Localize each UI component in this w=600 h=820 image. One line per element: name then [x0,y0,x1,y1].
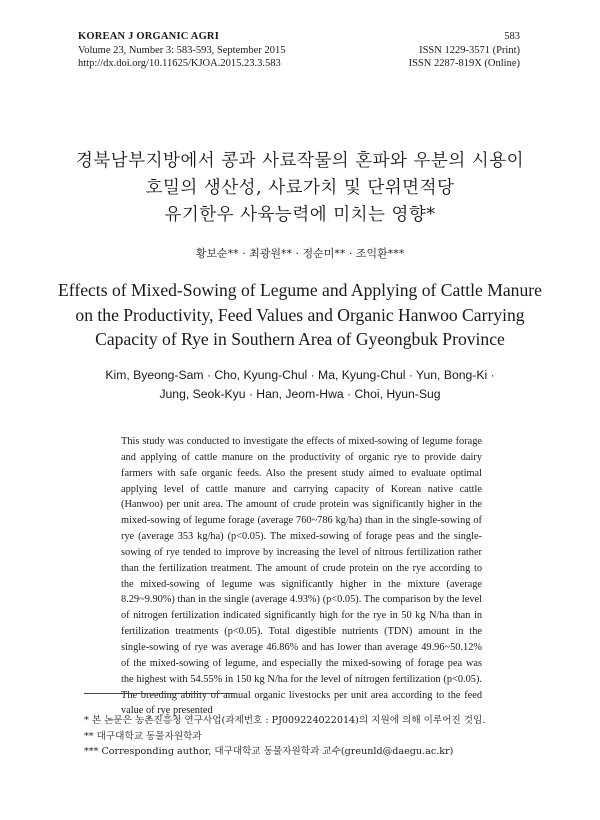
korean-title-line: 유기한우 사육능력에 미치는 영향* [164,205,436,225]
footnote-funding: * 본 논문은 농촌진흥청 연구사업(과제번호 : PJ009224022014)의 지원에 의해 이루어진 것임. [84,715,486,726]
journal-name: KOREAN J ORGANIC AGRI [78,31,220,42]
korean-title-line: 경북남부지방에서 콩과 사료작물의 혼파와 우분의 시용이 [75,151,525,171]
english-authors-line: Kim, Byeong-Sam · Cho, Kyung-Chul · Ma, Kyung-Chul · Yun, Bong-Ki · [105,368,495,382]
volume-line: Volume 23, Number 3: 583-593, September 2015 [78,44,286,56]
english-authors-line: Jung, Seok-Kyu · Han, Jeom-Hwa · Choi, Hyun-Sug [159,387,441,401]
page-header [78,30,520,71]
issn-print: ISSN 1229-3571 (Print) [419,44,520,56]
korean-title [0,148,600,229]
english-title-line: Capacity of Rye in Southern Area of Gyeongbuk Province [95,329,505,349]
footnote-corresponding-author: *** Corresponding author, 대구대학교 동물자원학과 교수(greunld@daegu.ac.kr) [84,746,454,757]
footnotes [84,713,485,760]
footnote-divider [84,693,234,694]
issn-online: ISSN 2287-819X (Online) [408,58,520,69]
english-title-line: on the Productivity, Feed Values and Organic Hanwoo Carrying [75,304,525,325]
abstract-text: This study was conducted to investigate the effects of mixed-sowing of legume forage and applying of cattle manure on the productivity of organic rye to provide dairy farmers with safe organic feeds. Also the present study aimed to evaluate optimal applying level of cattle manure and carrying capacity of Korean native cattle (Hanwoo) per unit area. The amount of crude protein was significantly higher in the mixed-sowing of legume forage (average 760~786 kg/ha) than in the single-sowing of rye (average 353 kg/ha) (p<0.05). The mixed-sowing of forage peas and the single-sowing of rye tended to improve by increasing the level of nitrous fertilization rather than the fertilization treatment. The amount of crude protein on the rye according to the mixed-sowing of legume was significantly higher in the mixture (average 8.29~9.90%) than in the single (average 4.93%) (p<0.05). The comparison by the level of nitrogen fertilization indicated significantly high for the rye in 50 kg N/ha than in fertilization treatments (p<0.05). Total digestible nutrients (TDN) amount in the single-sowing of rye was average 46.86% and has lower than average 49.96~50.12% of the mixed-sowing of legume, and especially the mixed-sowing of forage pea was the highest with 54.55% in 150 kg N/ha for the level of nitrogen fertilization (p<0.05). The breeding ability of annual organic livestocks per unit area according to the feed value of rye presented [121,436,482,717]
english-title [0,278,600,352]
english-authors [0,366,600,404]
footnote-affiliation: ** 대구대학교 동물자원학과 [84,730,202,742]
english-title-line: Effects of Mixed-Sowing of Legume and Applying of Cattle Manure [58,280,542,300]
doi-link[interactable]: http://dx.doi.org/10.11625/KJOA.2015.23.3.583 [78,58,281,69]
korean-title-line: 호밀의 생산성, 사료가치 및 단위면적당 [145,178,455,198]
korean-authors: 황보순** · 최광원** · 정순미** · 조익환*** [195,247,405,260]
page-number: 583 [504,31,520,42]
